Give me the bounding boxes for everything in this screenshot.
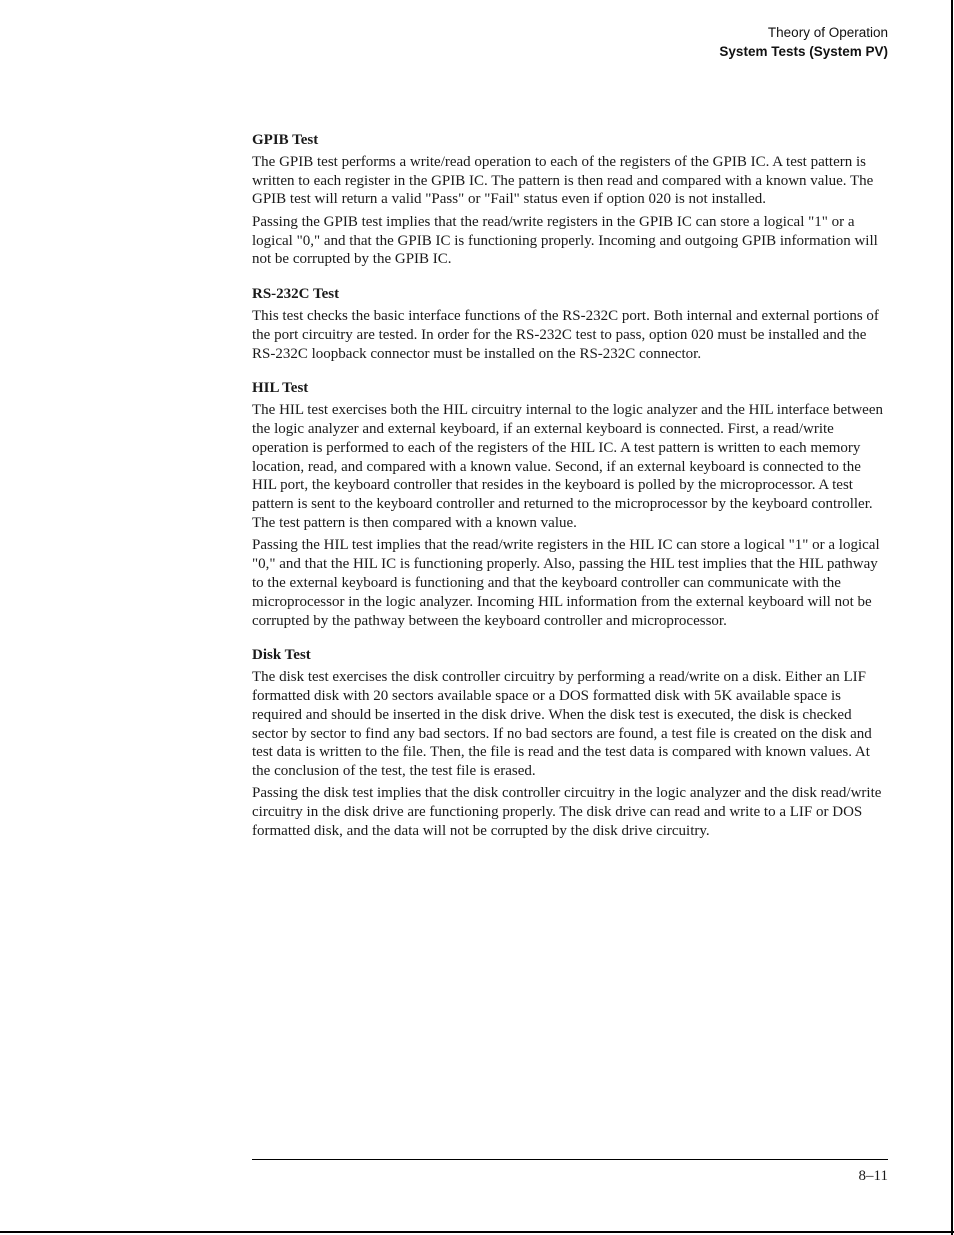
section-heading: RS-232C Test: [252, 286, 340, 303]
page-body: [252, 131, 888, 857]
page-number: 8–11: [858, 1168, 888, 1184]
section-heading: Disk Test: [252, 647, 311, 664]
chapter-title: Theory of Operation: [767, 25, 888, 40]
page-border-bottom: [0, 1231, 954, 1233]
rs232c-test-section: [252, 285, 888, 363]
paragraph: Passing the disk test implies that the disk controller circuitry in the logic analyzer and the disk read/write circuitry in the disk drive are functioning properly. The disk drive can read and write to a LIF or DOS formatted disk, and the data will not be corrupted by the disk drive circuitry.: [252, 785, 882, 840]
section-title: System Tests (System PV): [719, 44, 888, 59]
paragraph: The HIL test exercises both the HIL circuitry internal to the logic analyzer and the HIL interface between the logic analyzer and external keyboard, if an external keyboard is connected. First, a read/write operation is performed to each of the registers of the HIL IC. A test pattern is written to each memory location, read, and compared with a known value. Second, if an external keyboard is connected to the HIL port, the keyboard controller that resides in the keyboard is polled by the microprocessor. A test pattern is sent to the keyboard controller and returned to the microprocessor by the keyboard controller. The test pattern is then compared with a known value.: [252, 402, 883, 531]
paragraph: Passing the HIL test implies that the read/write registers in the HIL IC can store a logical "1" or a logical "0," and that the HIL IC is functioning properly. Also, passing the HIL test implies that the HIL pathway to the external keyboard is functioning and that the keyboard controller can communicate with the microprocessor in the logic analyzer. Incoming HIL information from the external keyboard will not be corrupted by the pathway between the keyboard controller and microprocessor.: [252, 537, 880, 629]
section-heading: HIL Test: [252, 380, 309, 397]
page-border-right: [951, 0, 953, 1235]
section-heading: GPIB Test: [252, 132, 319, 148]
disk-test-section: [252, 646, 888, 841]
paragraph: Passing the GPIB test implies that the read/write registers in the GPIB IC can store a logical "1" or a logical "0," and that the GPIB IC is functioning properly. Incoming and outgoing GPIB information will not be corrupted by the GPIB IC.: [252, 213, 878, 268]
paragraph: The GPIB test performs a write/read operation to each of the registers of the GPIB IC. A test pattern is written to each register in the GPIB IC. The pattern is then read and compared with a known value. The GPIB test will return a valid "Pass" or "Fail" status even if option 020 is not installed.: [252, 153, 874, 208]
running-header: [719, 23, 888, 61]
footer-rule: [252, 1159, 888, 1160]
paragraph: The disk test exercises the disk controller circuitry by performing a read/write on a disk. Either an LIF formatted disk with 20 sectors available space or a DOS formatted disk with 5K available space is required and should be inserted in the disk drive. When the disk test is executed, the disk is checked sector by sector to find any bad sectors. If no bad sectors are found, a test file is created on the disk and test data is written to the file. Then, the file is read and the test data is compared with known values. At the conclusion of the test, the test file is erased.: [252, 669, 872, 780]
paragraph: This test checks the basic interface functions of the RS-232C port. Both internal and external portions of the port circuitry are tested. In order for the RS-232C test to pass, option 020 must be installed and the RS-232C loopback connector must be installed on the RS-232C connector.: [252, 307, 879, 362]
gpib-test-section: [252, 131, 888, 269]
hil-test-section: [252, 379, 888, 630]
